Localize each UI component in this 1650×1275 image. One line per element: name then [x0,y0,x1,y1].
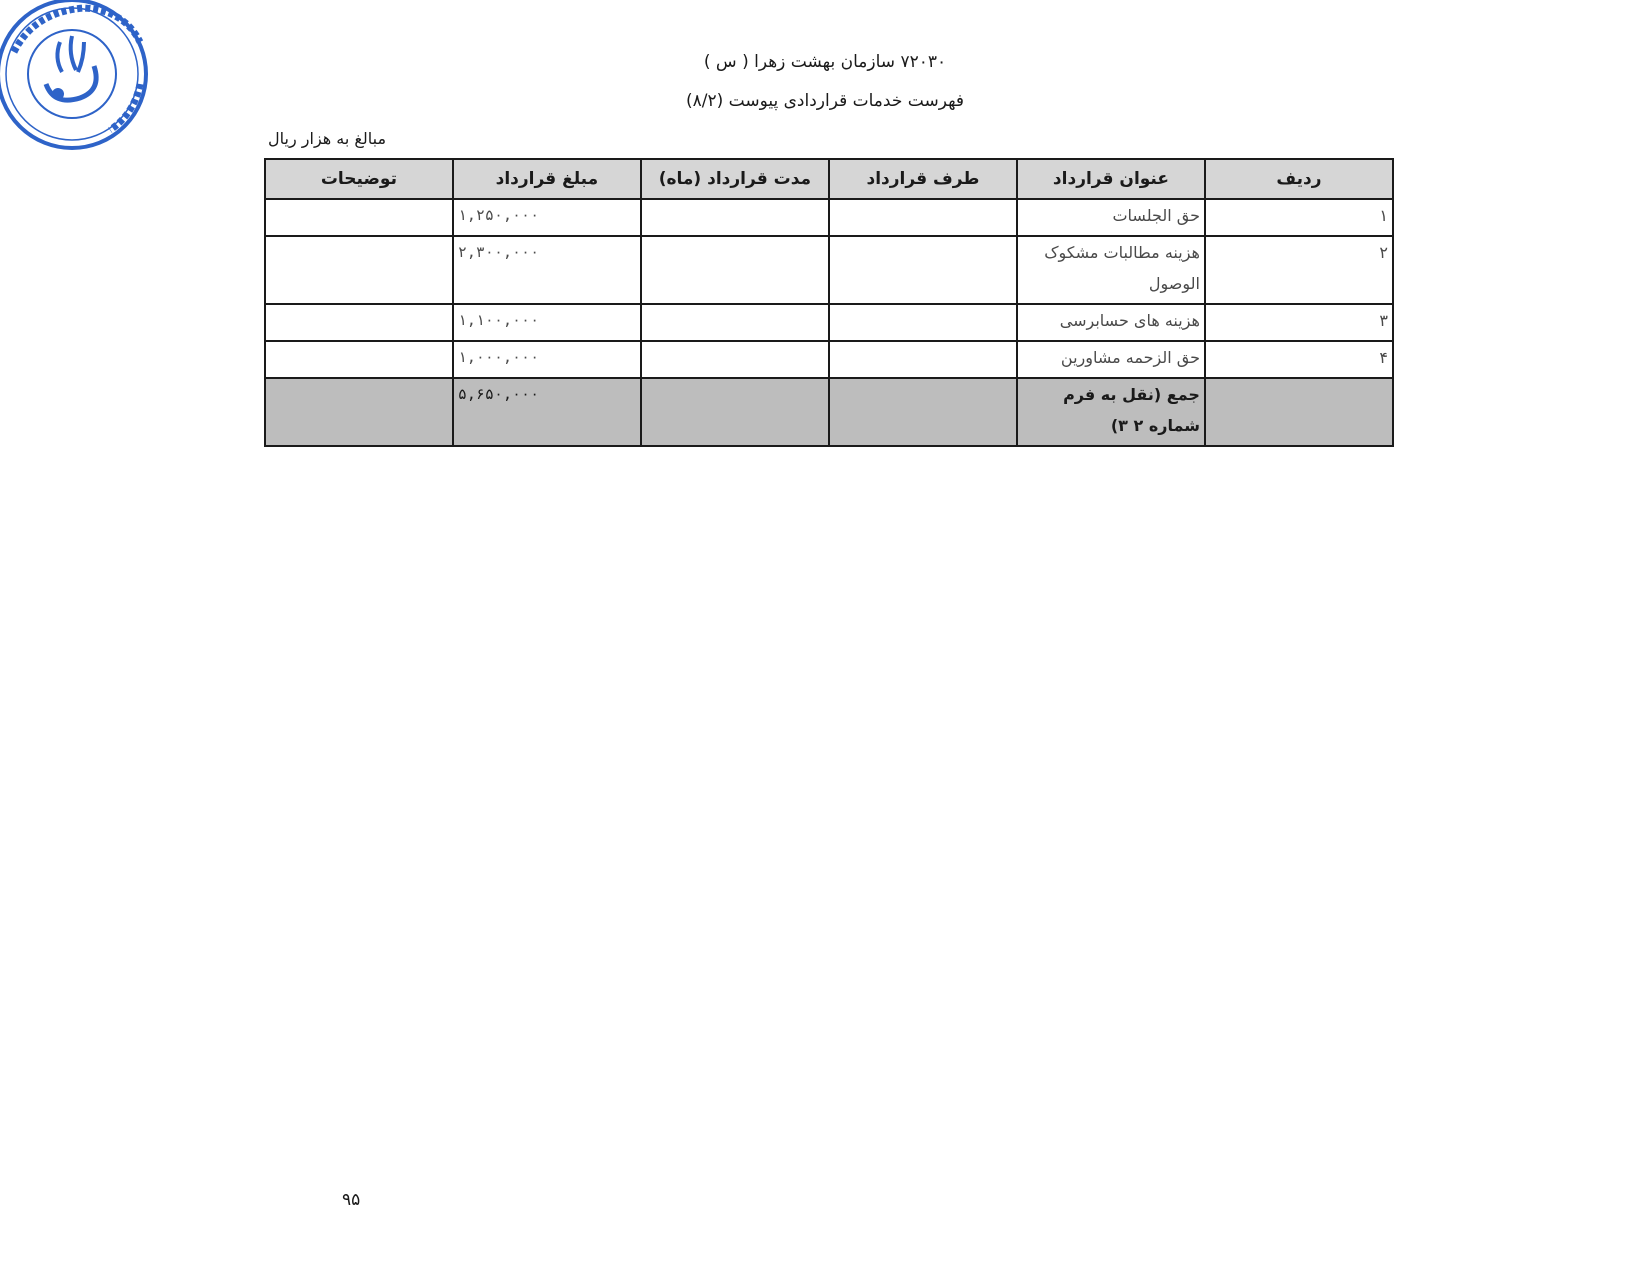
contract-amount-cell: ۱,۰۰۰,۰۰۰ [453,341,641,378]
table-header-row [265,159,1393,199]
contract-amount-cell: ۲,۳۰۰,۰۰۰ [453,236,641,304]
contract-title-cell: حق الجلسات [1017,199,1205,236]
contract-amount-cell: ۱,۱۰۰,۰۰۰ [453,304,641,341]
total-row-number-cell [1205,378,1393,446]
total-amount-cell: ۵,۶۵۰,۰۰۰ [453,378,641,446]
header-contract-duration: مدت قرارداد (ماه) [641,159,829,199]
table-row [265,341,1393,378]
contract-party-cell [829,304,1017,341]
total-row [265,378,1393,446]
notes-cell [265,341,453,378]
document-title-line1: ۷۲۰۳۰ سازمان بهشت زهرا ( س ) [703,52,947,72]
contract-title-cell: حق الزحمه مشاورین [1017,341,1205,378]
total-duration-cell [641,378,829,446]
row-number-cell: ۱ [1205,199,1393,236]
page-number: ۹۵ [342,1190,361,1210]
row-number-cell: ۴ [1205,341,1393,378]
header-contract-amount: مبلغ قرارداد [453,159,641,199]
document-title-line2: فهرست خدمات قراردادی پیوست (۸/۲) [685,91,965,111]
contract-party-cell [829,341,1017,378]
header-contract-title: عنوان قرارداد [1017,159,1205,199]
contract-duration-cell [641,341,829,378]
contract-title-cell: هزینه های حسابرسی [1017,304,1205,341]
notes-cell [265,199,453,236]
table-row [265,236,1393,304]
header-row-number: ردیف [1205,159,1393,199]
council-seal [0,0,156,158]
notes-cell [265,304,453,341]
contract-party-cell [829,236,1017,304]
contract-title-cell: هزینه مطالبات مشکوک الوصول [1017,236,1205,304]
notes-cell [265,236,453,304]
total-title-cell: جمع (نقل به فرم شماره ۲ ۳) [1017,378,1205,446]
row-number-cell: ۲ [1205,236,1393,304]
row-number-cell: ۳ [1205,304,1393,341]
contract-amount-cell: ۱,۲۵۰,۰۰۰ [453,199,641,236]
contract-services-table [264,158,1394,447]
header-notes: توضیحات [265,159,453,199]
total-notes-cell [265,378,453,446]
contract-party-cell [829,199,1017,236]
header-contract-party: طرف قرارداد [829,159,1017,199]
table-row [265,304,1393,341]
units-note: مبالغ به هزار ریال [268,129,387,148]
table-row [265,199,1393,236]
contract-duration-cell [641,236,829,304]
contract-duration-cell [641,199,829,236]
total-party-cell [829,378,1017,446]
contract-duration-cell [641,304,829,341]
